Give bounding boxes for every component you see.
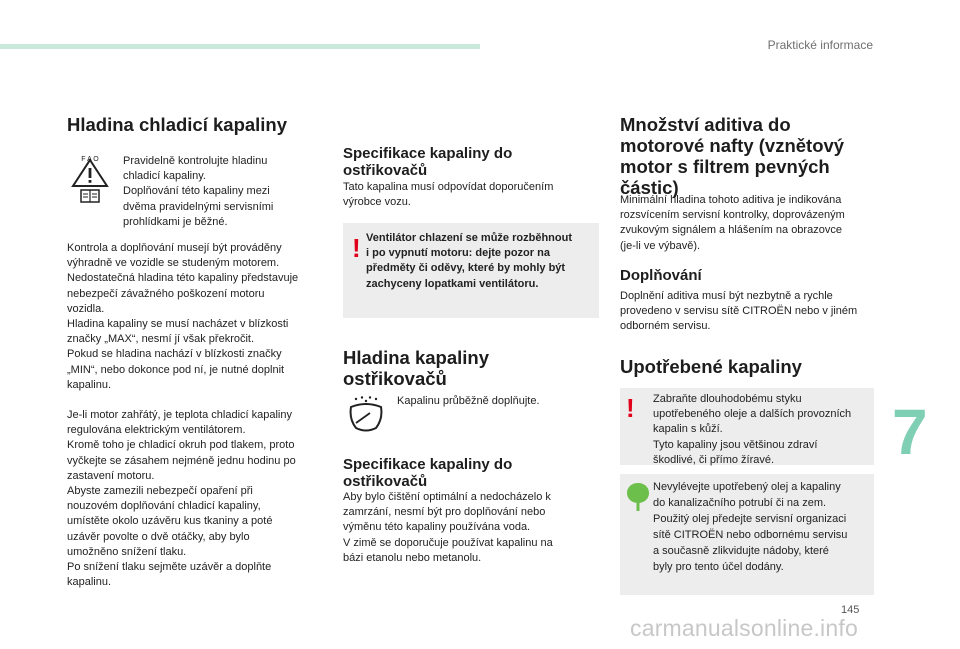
text-line: zamrzání, nesmí být pro doplňování nebo	[343, 506, 546, 519]
warning-line: i po vypnutí motoru: dejte pozor na	[366, 247, 550, 260]
text-line: zvukovým signálem a hlášením na obrazovce	[620, 224, 842, 237]
eco-line: a současně zlikvidujte nádoby, které	[653, 545, 829, 557]
page-number: 145	[841, 604, 860, 616]
text-line: Aby bylo čištění optimální a nedocházelo k	[343, 491, 551, 503]
heading-line: Specifikace kapaliny do	[343, 456, 513, 473]
text-line: „MIN“, nebo dokonce pod ní, je nutné doplnit	[67, 363, 285, 376]
eco-line: Nevylévejte upotřebený olej a kapaliny	[653, 481, 841, 493]
text-line: Doplnění aditiva musí být nezbytně a rychle	[620, 290, 833, 302]
heading-line: motorové nafty (vznětový	[620, 135, 845, 156]
text-line: odborném servisu.	[620, 320, 711, 333]
windscreen-washer-icon	[346, 395, 386, 435]
note-line: Pravidelně kontrolujte hladinu	[123, 155, 268, 167]
text-line: umístěte okolo uzávěru kus tkaniny a poté	[67, 515, 273, 528]
text-line: výhradně ve vozidle se studeným motorem.	[67, 257, 280, 270]
text-line: V zimě se doporučuje používat kapalinu na	[343, 536, 553, 549]
coolant-icon-note	[123, 154, 323, 230]
text-line: (je-li ve výbavě).	[620, 239, 701, 252]
text-line: kapalinu.	[67, 378, 112, 391]
text-line: zastavení motoru.	[67, 469, 155, 482]
text-line: Hladina kapaliny se musí nacházet v blízkosti	[67, 318, 289, 331]
fan-warning-box	[343, 223, 599, 318]
text-line: nebezpečí závažného poškození motoru	[67, 287, 265, 300]
washer-spec-heading-2	[343, 456, 599, 490]
warning-line: Zabraňte dlouhodobému styku	[653, 393, 802, 405]
text-line: Kontrola a doplňování musejí být prováděny	[67, 242, 282, 254]
text-line: výrobce vozu.	[343, 196, 411, 209]
warning-line: zachyceny lopatkami ventilátoru.	[366, 277, 539, 290]
coolant-level-title: Hladina chladicí kapaliny	[67, 114, 288, 135]
washer-icon-note: Kapalinu průběžně doplňujte.	[397, 395, 540, 407]
coolant-paragraph-1	[67, 241, 327, 393]
skin-contact-warning-box	[620, 388, 874, 465]
text-line: regulována elektrickým ventilátorem.	[67, 424, 246, 437]
note-line: chladicí kapaliny.	[123, 170, 206, 183]
text-line: Tato kapalina musí odpovídat doporučením	[343, 181, 554, 193]
text-line: kapalinu.	[67, 576, 112, 589]
text-line: uzávěr povolte o dvě otáčky, aby bylo	[67, 530, 250, 543]
additive-text	[620, 193, 876, 254]
eco-line: sítě CITROËN nebo odbornému servisu	[653, 529, 848, 541]
text-line: rozsvícením servisní kontrolky, doprovázeným	[620, 209, 845, 222]
text-line: značky „MAX“, nesmí jí však překročit.	[67, 333, 255, 346]
chapter-number: 7	[892, 396, 928, 468]
eco-tree-icon	[626, 482, 650, 512]
text-line: výměnu této kapaliny používána voda.	[343, 521, 531, 534]
heading-line: Hladina kapaliny	[343, 347, 489, 368]
note-line: dvěma pravidelnými servisními	[123, 200, 274, 213]
heading-line: ostřikovačů	[343, 368, 447, 389]
svg-text:F A O: F A O	[81, 156, 99, 163]
used-fluids-title: Upotřebené kapaliny	[620, 356, 802, 377]
text-line: Je-li motor zahřátý, je teplota chladicí kapaliny	[67, 409, 292, 421]
text-line: umožněno snížení tlaku.	[67, 545, 187, 558]
warning-line: kapalin s kůží.	[653, 423, 723, 436]
text-line: Minimální hladina tohoto aditiva je indikována	[620, 194, 842, 206]
heading-line: motor s filtrem pevných	[620, 156, 830, 177]
watermark: carmanualsonline.info	[630, 615, 858, 641]
heading-line: ostřikovačů	[343, 162, 428, 179]
warning-line: upotřebeného oleje a dalších provozních	[653, 408, 852, 421]
text-line: Nedostatečná hladina této kapaliny představuje	[67, 272, 299, 285]
text-line: nouzovém doplňování chladicí kapaliny,	[67, 500, 261, 513]
washer-spec-heading-1	[343, 145, 599, 179]
top-accent-bar	[0, 44, 480, 49]
text-line: Kromě toho je chladicí okruh pod tlakem, proto	[67, 439, 295, 452]
eco-line: do kanalizačního potrubí či na zem.	[653, 497, 827, 509]
washer-spec-text-2	[343, 490, 599, 566]
eco-line: Použitý olej předejte servisní organizaci	[653, 513, 847, 525]
refill-title: Doplňování	[620, 267, 702, 284]
heading-line: Specifikace kapaliny do	[343, 145, 513, 162]
text-line: provedeno v servisu sítě CITROËN nebo v jiném	[620, 305, 858, 318]
washer-spec-text-1	[343, 180, 599, 210]
text-line: bázi etanolu nebo metanolu.	[343, 551, 482, 564]
text-line: Abyste zamezili nebezpečí opaření při	[67, 485, 253, 498]
washer-level-title	[343, 347, 599, 389]
heading-line: Množství aditiva do	[620, 114, 791, 135]
coolant-paragraph-2	[67, 408, 327, 590]
eco-line: byly pro tento účel dodány.	[653, 561, 784, 573]
warning-exclamation-icon: !	[626, 393, 635, 423]
warning-exclamation-icon: !	[352, 233, 361, 263]
environment-box	[620, 474, 874, 595]
warning-line: škodlivé, či přímo žíravé.	[653, 453, 775, 466]
warning-line: Tyto kapaliny jsou většinou zdraví	[653, 438, 818, 451]
section-header: Praktické informace	[767, 38, 873, 52]
text-line: Pokud se hladina nachází v blízkosti značky	[67, 348, 282, 361]
additive-title	[620, 114, 874, 198]
heading-line: částic)	[620, 177, 679, 198]
warning-line: předměty či oděvy, které by mohly být	[366, 262, 566, 275]
note-line: prohlídkami je běžné.	[123, 215, 228, 228]
note-line: Doplňování této kapaliny mezi	[123, 185, 270, 198]
heading-line: ostřikovačů	[343, 473, 428, 490]
coolant-warning-icon	[70, 152, 110, 204]
text-line: vyčkejte se zásahem nejméně jednu hodinu po	[67, 454, 296, 467]
warning-line: Ventilátor chlazení se může rozběhnout	[366, 232, 572, 244]
text-line: vozidla.	[67, 302, 105, 315]
refill-text	[620, 289, 876, 335]
text-line: Po snížení tlaku sejměte uzávěr a doplňte	[67, 561, 272, 574]
